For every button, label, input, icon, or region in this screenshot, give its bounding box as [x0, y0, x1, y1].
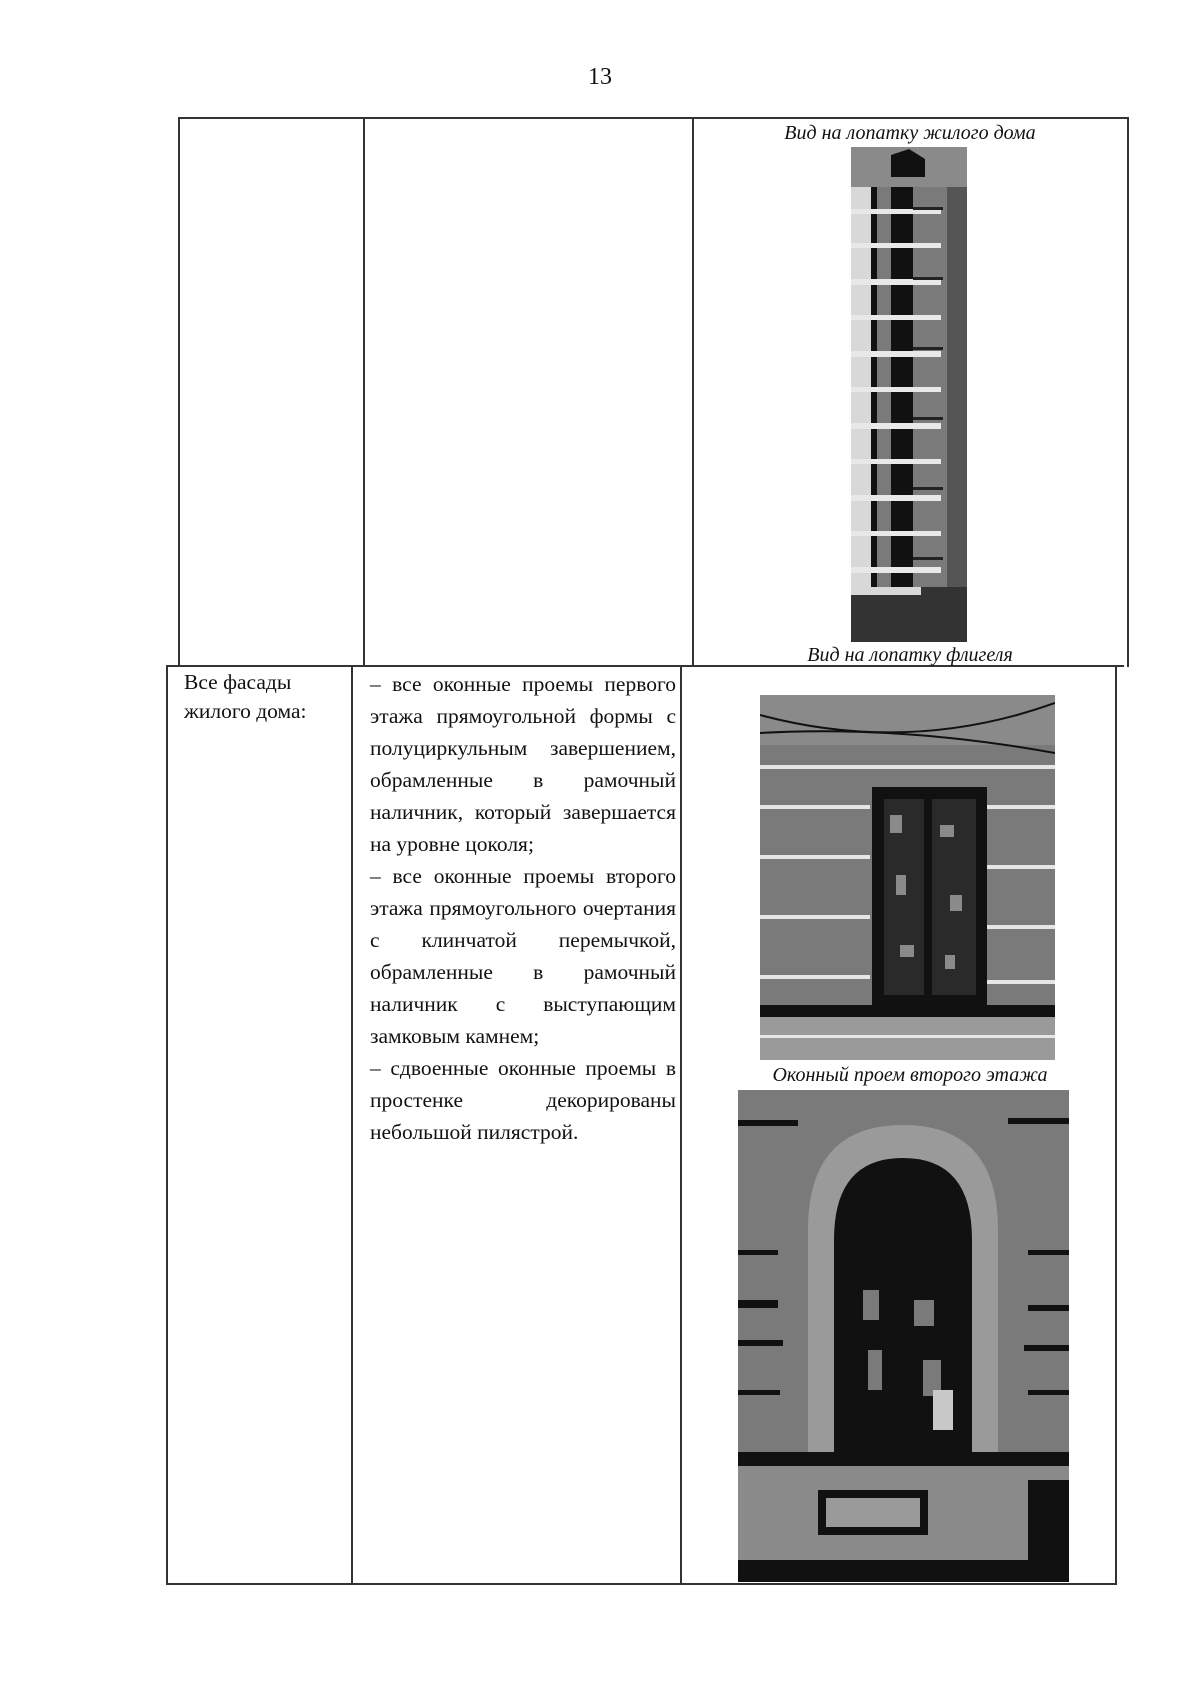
subject-text: Все фасады жилого дома: [184, 670, 307, 723]
description-cell [370, 668, 676, 1148]
caption-second-floor-window: Оконный проем второго этажа [772, 1064, 1048, 1086]
table-border-bottom [166, 1583, 1116, 1585]
list-item: – сдвоенные оконные проемы в простенке декорированы небольшой пилястрой. [370, 1056, 676, 1144]
list-item: – все оконные проемы первого этажа прямоугольной формы с полуциркульным завершением, обрамленные в рамочный наличник, который завершается на уровне цоколя; [370, 672, 676, 856]
photo-pilaster-house [851, 147, 967, 642]
table-col-divider-2-lower [680, 665, 682, 1585]
table-col-divider-2-upper [692, 117, 694, 667]
table-col-divider-1-lower [351, 665, 353, 1585]
table-border-right-upper [1127, 117, 1129, 667]
table-border-right-lower [1115, 665, 1117, 1585]
list-item: – все оконные проемы второго этажа прямоугольного очертания с клинчатой перемычкой, обрамленные в рамочный наличник с выступающим замковым камнем; [370, 864, 676, 1048]
caption-pilaster-house: Вид на лопатку жилого дома [784, 122, 1036, 144]
photo-second-floor-window [738, 1090, 1069, 1582]
photo-second-floor-window-image [738, 1090, 1069, 1582]
page-number: 13 [588, 64, 612, 90]
table-border-top [178, 117, 1128, 119]
photo-first-floor-window-image [760, 695, 1055, 1060]
subject-cell [184, 668, 344, 726]
photo-pilaster-house-image [851, 147, 967, 642]
caption-pilaster-wing: Вид на лопатку флигеля [807, 644, 1013, 666]
photo-first-floor-window [760, 695, 1055, 1060]
table-border-left-lower [166, 665, 168, 1585]
table-border-left-upper [178, 117, 180, 667]
table-col-divider-1-upper [363, 117, 365, 667]
